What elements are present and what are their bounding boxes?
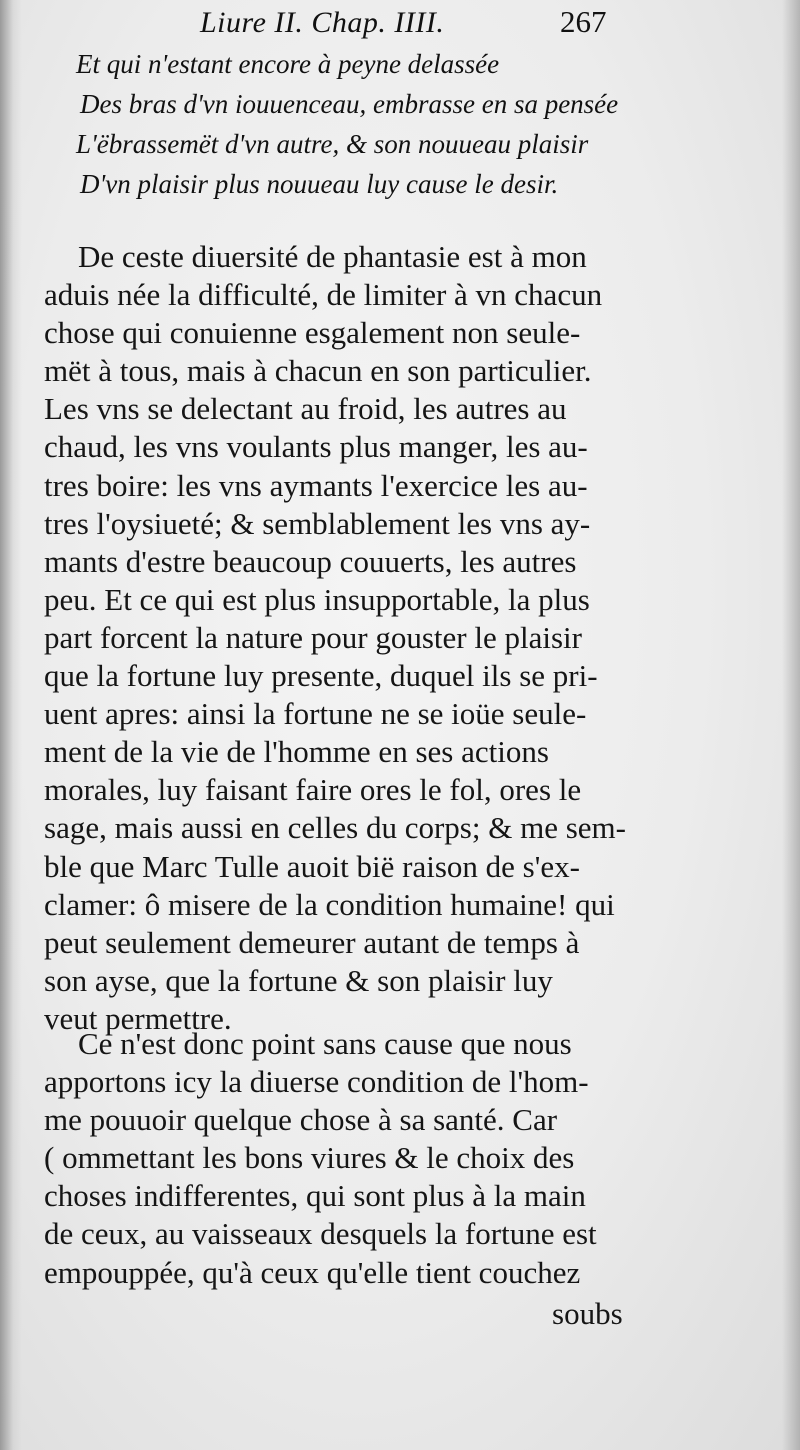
running-title: Liure II. Chap. IIII. xyxy=(200,6,445,39)
text-line: me pouuoir quelque chose à sa santé. Car xyxy=(44,1102,558,1138)
text-line: chaud, les vns voulants plus manger, les au- xyxy=(44,429,588,465)
text-line: son ayse, que la fortune & son plaisir luy xyxy=(44,962,553,998)
text-line: sage, mais aussi en celles du corps; & me sem- xyxy=(44,810,626,846)
text-line: choses indifferentes, qui sont plus à la main xyxy=(44,1178,586,1214)
text-line: ble que Marc Tulle auoit bië raison de s'ex- xyxy=(44,848,580,884)
running-head xyxy=(0,0,800,48)
page-number: 267 xyxy=(560,4,607,39)
text-line: part forcent la nature pour gouster le plaisir xyxy=(44,619,582,655)
text-line: uent apres: ainsi la fortune ne se ioüe seule- xyxy=(44,696,587,732)
verse-line: Des bras d'vn iouuenceau, embrasse en sa pensée xyxy=(80,89,619,119)
text-line: clamer: ô misere de la condition humaine! qui xyxy=(44,886,615,922)
text-line: peut seulement demeurer autant de temps à xyxy=(44,924,580,960)
text-line: ment de la vie de l'homme en ses actions xyxy=(44,734,549,770)
text-line: chose qui conuienne esgalement non seule- xyxy=(44,315,581,351)
text-line: mants d'estre beaucoup couuerts, les autres xyxy=(44,543,577,579)
text-line: mët à tous, mais à chacun en son particulier. xyxy=(44,353,592,389)
verse-line: D'vn plaisir plus nouueau luy cause le desir. xyxy=(80,169,559,199)
verse-quotation xyxy=(76,44,636,204)
text-line: apportons icy la diuerse condition de l'hom- xyxy=(44,1064,589,1100)
gutter-shadow xyxy=(0,0,22,1450)
text-line: tres boire: les vns aymants l'exercice les au- xyxy=(44,467,588,503)
text-line: ( ommettant les bons viures & le choix des xyxy=(44,1140,575,1176)
verse-line: L'ëbrassemët d'vn autre, & son nouueau plaisir xyxy=(76,129,589,159)
text-line: veut permettre. xyxy=(44,1000,232,1036)
text-line: morales, luy faisant faire ores le fol, ores le xyxy=(44,772,582,808)
paragraph-condition xyxy=(44,1025,634,1292)
text-line: De ceste diuersité de phantasie est à mon xyxy=(78,239,587,274)
page-edge-shadow xyxy=(782,0,800,1450)
text-line: tres l'oysiueté; & semblablement les vns ay- xyxy=(44,505,591,541)
verse-line: Et qui n'estant encore à peyne delassée xyxy=(76,49,500,79)
text-line: aduis née la difficulté, de limiter à vn chacun xyxy=(44,277,603,313)
text-line: que la fortune luy presente, duquel ils se pri- xyxy=(44,658,598,694)
text-line: empouppée, qu'à ceux qu'elle tient couchez xyxy=(44,1254,581,1290)
text-line: peu. Et ce qui est plus insupportable, la plus xyxy=(44,581,590,617)
paragraph-diversity xyxy=(44,238,634,1038)
text-line: Ce n'est donc point sans cause que nous xyxy=(78,1026,572,1061)
text-line: Les vns se delectant au froid, les autres au xyxy=(44,391,567,427)
text-line: de ceux, au vaisseaux desquels la fortune est xyxy=(44,1216,597,1252)
catchword: soubs xyxy=(552,1296,623,1331)
